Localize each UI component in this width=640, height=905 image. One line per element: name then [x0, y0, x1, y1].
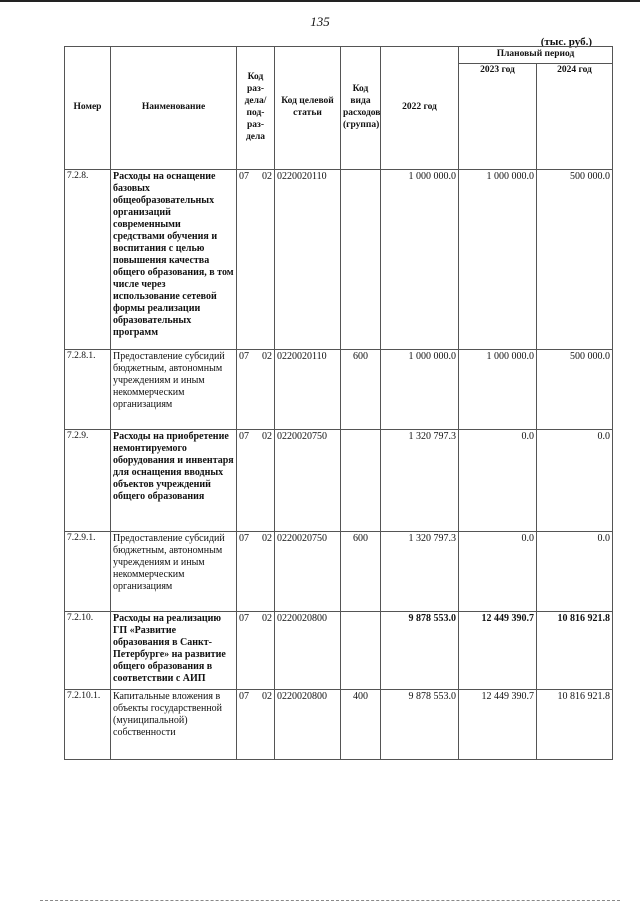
row-section: 07 02 [237, 430, 275, 532]
row-name: Расходы на приобретение немонтируемого оборудования и инвентаря для оснащения вводных объектов учреждений общего образования [111, 430, 237, 532]
row-name: Предоставление субсидий бюджетным, автономным учреждениям и иным некоммерческим организациям [111, 350, 237, 430]
row-2024: 500 000.0 [537, 170, 613, 350]
table-row [65, 350, 613, 430]
row-2022: 9 878 553.0 [381, 612, 459, 690]
units-label: (тыс. руб.) [540, 36, 592, 48]
row-name: Расходы на реализацию ГП «Развитие образования в Санкт-Петербурге» на развитие общего образования в соответствии с АИП [111, 612, 237, 690]
row-name: Капитальные вложения в объекты государственной (муниципальной) собственности [111, 690, 237, 760]
budget-table [64, 46, 613, 760]
row-target: 0220020110 [275, 170, 341, 350]
row-expense-type: 600 [341, 532, 381, 612]
table-row [65, 430, 613, 532]
row-expense-type [341, 612, 381, 690]
table-row [65, 532, 613, 612]
row-target: 0220020750 [275, 532, 341, 612]
row-target: 0220020110 [275, 350, 341, 430]
top-border-line [0, 0, 640, 2]
row-2023: 0.0 [459, 532, 537, 612]
row-expense-type: 400 [341, 690, 381, 760]
row-2023: 1 000 000.0 [459, 170, 537, 350]
row-name: Расходы на оснащение базовых общеобразовательных организаций современными средствами обучения и воспитания с целью повышения качества общего образования, в том числе через использование сетевой формы реализации образовательных программ [111, 170, 237, 350]
row-section: 07 02 [237, 170, 275, 350]
row-2022: 1 320 797.3 [381, 430, 459, 532]
bottom-border-line [40, 900, 620, 902]
table-row [65, 170, 613, 350]
header-name: Наименование [111, 47, 237, 170]
header-2022: 2022 год [381, 47, 459, 170]
row-2023: 12 449 390.7 [459, 690, 537, 760]
row-2024: 500 000.0 [537, 350, 613, 430]
header-plan-period: Плановый период [459, 47, 613, 64]
row-expense-type: 600 [341, 350, 381, 430]
header-2023: 2023 год [459, 64, 537, 170]
header-section: Код раз- дела/ под- раз- дела [237, 47, 275, 170]
row-expense-type [341, 430, 381, 532]
row-2023: 1 000 000.0 [459, 350, 537, 430]
row-number: 7.2.9. [65, 430, 111, 532]
row-target: 0220020800 [275, 690, 341, 760]
header-expense-type: Код вида расходов (группа) [341, 47, 381, 170]
row-expense-type [341, 170, 381, 350]
row-number: 7.2.8.1. [65, 350, 111, 430]
row-target: 0220020800 [275, 612, 341, 690]
row-section: 07 02 [237, 612, 275, 690]
header-number: Номер [65, 47, 111, 170]
row-2022: 1 000 000.0 [381, 350, 459, 430]
row-section: 07 02 [237, 350, 275, 430]
row-number: 7.2.10.1. [65, 690, 111, 760]
row-section: 07 02 [237, 532, 275, 612]
row-name: Предоставление субсидий бюджетным, автономным учреждениям и иным некоммерческим организациям [111, 532, 237, 612]
table-row [65, 690, 613, 760]
row-2022: 1 000 000.0 [381, 170, 459, 350]
row-section: 07 02 [237, 690, 275, 760]
header-target: Код целевой статьи [275, 47, 341, 170]
row-2024: 0.0 [537, 532, 613, 612]
row-2024: 10 816 921.8 [537, 612, 613, 690]
page-number: 135 [310, 14, 330, 29]
header-2024: 2024 год [537, 64, 613, 170]
table-row [65, 612, 613, 690]
row-2022: 1 320 797.3 [381, 532, 459, 612]
row-2023: 12 449 390.7 [459, 612, 537, 690]
row-2024: 10 816 921.8 [537, 690, 613, 760]
row-target: 0220020750 [275, 430, 341, 532]
row-number: 7.2.9.1. [65, 532, 111, 612]
row-2024: 0.0 [537, 430, 613, 532]
row-number: 7.2.10. [65, 612, 111, 690]
row-2023: 0.0 [459, 430, 537, 532]
table-header [65, 47, 613, 170]
row-2022: 9 878 553.0 [381, 690, 459, 760]
row-number: 7.2.8. [65, 170, 111, 350]
